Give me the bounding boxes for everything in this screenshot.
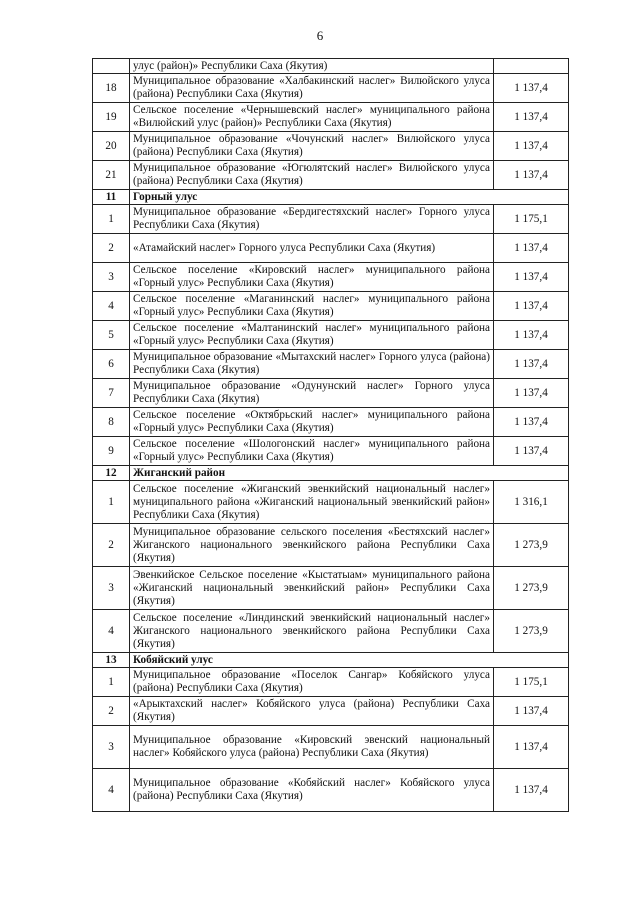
row-value: 1 137,4	[494, 321, 569, 350]
entity-name: Муниципальное образование «Югюлятский наслег» Вилюйского улуса (района) Республики Саха (Якутия)	[130, 161, 494, 190]
row-value: 1 137,4	[494, 769, 569, 812]
row-number: 5	[93, 321, 130, 350]
table-row	[93, 668, 569, 697]
row-number: 2	[93, 697, 130, 726]
row-value	[494, 59, 569, 74]
row-value: 1 137,4	[494, 292, 569, 321]
row-value: 1 273,9	[494, 567, 569, 610]
row-value: 1 137,4	[494, 103, 569, 132]
row-number: 2	[93, 234, 130, 263]
row-value: 1 137,4	[494, 234, 569, 263]
row-value: 1 137,4	[494, 132, 569, 161]
row-number: 3	[93, 726, 130, 769]
table-row	[93, 292, 569, 321]
entity-name: Сельское поселение «Чернышевский наслег» муниципального района «Вилюйский улус (район)» Республики Саха (Якутия)	[130, 103, 494, 132]
row-value: 1 137,4	[494, 697, 569, 726]
table-row	[93, 321, 569, 350]
table-row	[93, 437, 569, 466]
row-number: 3	[93, 263, 130, 292]
table-row	[93, 769, 569, 812]
section-header-row	[93, 190, 569, 205]
table-row	[93, 610, 569, 653]
section-header-row	[93, 653, 569, 668]
row-number: 4	[93, 769, 130, 812]
row-value: 1 137,4	[494, 437, 569, 466]
row-value: 1 316,1	[494, 481, 569, 524]
table-row	[93, 234, 569, 263]
entity-name: Муниципальное образование «Одунунский наслег» Горного улуса Республики Саха (Якутия)	[130, 379, 494, 408]
table-row	[93, 697, 569, 726]
allocation-table	[92, 58, 569, 812]
section-number: 11	[93, 190, 130, 205]
row-value: 1 137,4	[494, 263, 569, 292]
row-number: 1	[93, 205, 130, 234]
table-row	[93, 205, 569, 234]
entity-name: Сельское поселение «Малтанинский наслег» муниципального района «Горный улус» Республики Саха (Якутия)	[130, 321, 494, 350]
table-row	[93, 379, 569, 408]
table-row	[93, 567, 569, 610]
row-value: 1 137,4	[494, 74, 569, 103]
table-row	[93, 726, 569, 769]
entity-name: Муниципальное образование «Бердигестяхский наслег» Горного улуса Республики Саха (Якутия)	[130, 205, 494, 234]
entity-name: Муниципальное образование «Кировский эвенский национальный наслег» Кобяйского улуса (района) Республики Саха (Якутия)	[130, 726, 494, 769]
table-row	[93, 74, 569, 103]
section-title: Кобяйский улус	[130, 653, 569, 668]
row-value: 1 137,4	[494, 379, 569, 408]
section-title: Жиганский район	[130, 466, 569, 481]
entity-name: Сельское поселение «Жиганский эвенкийский национальный наслег» муниципального района «Жиганский национальный эвенкийский район» Республики Саха (Якутия)	[130, 481, 494, 524]
entity-name: Муниципальное образование «Мытахский наслег» Горного улуса (района) Республики Саха (Якутия)	[130, 350, 494, 379]
section-title: Горный улус	[130, 190, 569, 205]
continuation-row	[93, 59, 569, 74]
row-number: 19	[93, 103, 130, 132]
row-value: 1 175,1	[494, 668, 569, 697]
entity-name: Муниципальное образование «Поселок Сангар» Кобяйского улуса (района) Республики Саха (Якутия)	[130, 668, 494, 697]
row-value: 1 273,9	[494, 610, 569, 653]
row-number: 20	[93, 132, 130, 161]
entity-name: Сельское поселение «Шологонский наслег» муниципального района «Горный улус» Республики Саха (Якутия)	[130, 437, 494, 466]
row-value: 1 137,4	[494, 408, 569, 437]
row-number: 6	[93, 350, 130, 379]
entity-name: «Арыктахский наслег» Кобяйского улуса (района) Республики Саха (Якутия)	[130, 697, 494, 726]
row-number: 7	[93, 379, 130, 408]
table-row	[93, 263, 569, 292]
row-number: 4	[93, 610, 130, 653]
table-row	[93, 350, 569, 379]
entity-name: Муниципальное образование «Халбакинский наслег» Вилюйского улуса (района) Республики Саха (Якутия)	[130, 74, 494, 103]
row-number: 18	[93, 74, 130, 103]
section-number: 12	[93, 466, 130, 481]
row-number: 1	[93, 481, 130, 524]
row-number: 21	[93, 161, 130, 190]
entity-name: Эвенкийское Сельское поселение «Кыстатыам» муниципального района «Жиганский национальный эвенкийский район» Республики Саха (Якутия)	[130, 567, 494, 610]
table-row	[93, 481, 569, 524]
row-number: 9	[93, 437, 130, 466]
table-body	[93, 59, 569, 812]
row-value: 1 137,4	[494, 350, 569, 379]
entity-name: Муниципальное образование «Чочунский наслег» Вилюйского улуса (района) Республики Саха (Якутия)	[130, 132, 494, 161]
page-number: 6	[316, 28, 324, 43]
entity-name: «Атамайский наслег» Горного улуса Республики Саха (Якутия)	[130, 234, 494, 263]
entity-name: Сельское поселение «Линдинский эвенкийский национальный наслег» Жиганского национального эвенкийского района Республики Саха (Якутия)	[130, 610, 494, 653]
section-header-row	[93, 466, 569, 481]
row-number: 1	[93, 668, 130, 697]
entity-name: улус (район)» Республики Саха (Якутия)	[130, 59, 494, 74]
table-row	[93, 161, 569, 190]
entity-name: Муниципальное образование сельского поселения «Бестяхский наслег» Жиганского национального эвенкийского района Республики Саха (Якутия)	[130, 524, 494, 567]
row-number: 3	[93, 567, 130, 610]
entity-name: Сельское поселение «Кировский наслег» муниципального района «Горный улус» Республики Саха (Якутия)	[130, 263, 494, 292]
row-number: 8	[93, 408, 130, 437]
row-value: 1 273,9	[494, 524, 569, 567]
row-value: 1 175,1	[494, 205, 569, 234]
table-row	[93, 103, 569, 132]
entity-name: Муниципальное образование «Кобяйский наслег» Кобяйского улуса (района) Республики Саха (Якутия)	[130, 769, 494, 812]
table-row	[93, 132, 569, 161]
row-number: 2	[93, 524, 130, 567]
row-number	[93, 59, 130, 74]
section-number: 13	[93, 653, 130, 668]
table-row	[93, 524, 569, 567]
entity-name: Сельское поселение «Маганинский наслег» муниципального района «Горный улус» Республики Саха (Якутия)	[130, 292, 494, 321]
entity-name: Сельское поселение «Октябрьский наслег» муниципального района «Горный улус» Республики Саха (Якутия)	[130, 408, 494, 437]
table-row	[93, 408, 569, 437]
row-value: 1 137,4	[494, 161, 569, 190]
row-value: 1 137,4	[494, 726, 569, 769]
row-number: 4	[93, 292, 130, 321]
